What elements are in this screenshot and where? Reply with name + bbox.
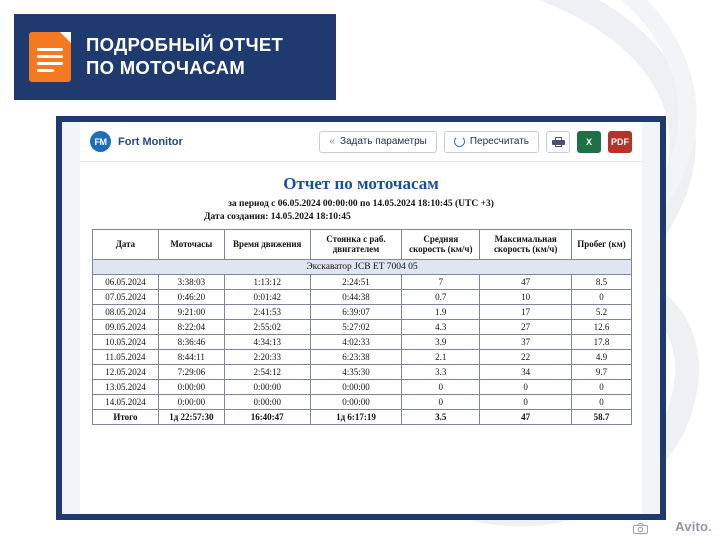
group-label: Экскаватор JCB ET 7004 05 <box>93 259 632 274</box>
cell-enghours: 9:21:00 <box>158 304 224 319</box>
cell-enghours: 7:29:06 <box>158 364 224 379</box>
column-header-mileage: Пробег (км) <box>572 229 632 259</box>
cell-movetime: 2:55:02 <box>224 319 310 334</box>
page-gutter-left <box>62 122 80 514</box>
set-parameters-button[interactable] <box>319 131 436 153</box>
total-maxspeed: 47 <box>480 409 572 424</box>
cell-idle: 0:00:00 <box>310 394 402 409</box>
cell-movetime: 1:13:12 <box>224 274 310 289</box>
total-label: Итого <box>93 409 159 424</box>
report-table <box>92 229 632 425</box>
table-row <box>93 319 632 334</box>
cell-avgspeed: 2.1 <box>402 349 480 364</box>
cell-enghours: 8:36:46 <box>158 334 224 349</box>
table-row <box>93 304 632 319</box>
recalculate-label: Пересчитать <box>469 136 529 147</box>
column-header-date: Дата <box>93 229 159 259</box>
table-row <box>93 379 632 394</box>
cell-idle: 6:39:07 <box>310 304 402 319</box>
cell-date: 13.05.2024 <box>93 379 159 394</box>
total-movetime: 16:40:47 <box>224 409 310 424</box>
cell-enghours: 3:38:03 <box>158 274 224 289</box>
total-enghours: 1д 22:57:30 <box>158 409 224 424</box>
cell-date: 10.05.2024 <box>93 334 159 349</box>
cell-enghours: 0:46:20 <box>158 289 224 304</box>
cell-idle: 6:23:38 <box>310 349 402 364</box>
excel-icon: X <box>585 136 592 147</box>
cell-idle: 4:02:33 <box>310 334 402 349</box>
cell-enghours: 8:44:11 <box>158 349 224 364</box>
screenshot-frame <box>56 116 666 520</box>
column-header-maxspeed: Максимальная скорость (км/ч) <box>480 229 572 259</box>
recalculate-button[interactable] <box>444 131 539 153</box>
table-row <box>93 349 632 364</box>
cell-movetime: 4:34:13 <box>224 334 310 349</box>
cell-enghours: 8:22:04 <box>158 319 224 334</box>
total-mileage: 58.7 <box>572 409 632 424</box>
banner-title-line1: ПОДРОБНЫЙ ОТЧЕТ <box>86 34 284 56</box>
cell-movetime: 0:01:42 <box>224 289 310 304</box>
brand[interactable] <box>90 131 183 152</box>
cell-avgspeed: 0 <box>402 379 480 394</box>
cell-date: 11.05.2024 <box>93 349 159 364</box>
cell-date: 12.05.2024 <box>93 364 159 379</box>
camera-icon <box>633 523 648 534</box>
column-header-enghours: Моточасы <box>158 229 224 259</box>
table-row <box>93 334 632 349</box>
total-avgspeed: 3.5 <box>402 409 480 424</box>
cell-avgspeed: 3.9 <box>402 334 480 349</box>
cell-movetime: 2:41:53 <box>224 304 310 319</box>
cell-movetime: 2:20:33 <box>224 349 310 364</box>
cell-idle: 2:24:51 <box>310 274 402 289</box>
cell-mileage: 9.7 <box>572 364 632 379</box>
cell-maxspeed: 0 <box>480 379 572 394</box>
banner-title <box>86 34 293 80</box>
column-header-movetime: Время движения <box>224 229 310 259</box>
table-row <box>93 394 632 409</box>
report-area <box>80 162 642 514</box>
cell-maxspeed: 22 <box>480 349 572 364</box>
report-title: Отчет по моточасам <box>283 174 439 193</box>
watermark <box>675 519 712 534</box>
app-page <box>62 122 660 514</box>
column-header-idle: Стоянка с раб. двигателем <box>310 229 402 259</box>
cell-mileage: 0 <box>572 379 632 394</box>
cell-maxspeed: 47 <box>480 274 572 289</box>
group-row <box>93 259 632 274</box>
cell-mileage: 17.8 <box>572 334 632 349</box>
banner-icon-wrap <box>14 32 86 82</box>
cell-movetime: 2:54:12 <box>224 364 310 379</box>
table-row <box>93 274 632 289</box>
cell-idle: 0:44:38 <box>310 289 402 304</box>
cell-enghours: 0:00:00 <box>158 379 224 394</box>
cell-date: 08.05.2024 <box>93 304 159 319</box>
cell-mileage: 0 <box>572 289 632 304</box>
report-created: Дата создания: 14.05.2024 18:10:45 <box>204 211 351 222</box>
cell-maxspeed: 17 <box>480 304 572 319</box>
cell-idle: 4:35:30 <box>310 364 402 379</box>
cell-idle: 5:27:02 <box>310 319 402 334</box>
cell-avgspeed: 0 <box>402 394 480 409</box>
table-header-row <box>93 229 632 259</box>
cell-date: 09.05.2024 <box>93 319 159 334</box>
banner-title-line2: ПО МОТОЧАСАМ <box>86 57 246 78</box>
table-total-row <box>93 409 632 424</box>
cell-movetime: 0:00:00 <box>224 394 310 409</box>
export-excel-button[interactable] <box>577 131 601 153</box>
chevron-left-icon: « <box>329 136 335 147</box>
cell-avgspeed: 1.9 <box>402 304 480 319</box>
app-toolbar <box>80 122 642 162</box>
print-button[interactable] <box>546 131 570 153</box>
cell-maxspeed: 10 <box>480 289 572 304</box>
page-gutter-right <box>642 122 660 514</box>
table-row <box>93 289 632 304</box>
cell-maxspeed: 27 <box>480 319 572 334</box>
watermark-dot: . <box>708 519 712 534</box>
cell-date: 06.05.2024 <box>93 274 159 289</box>
cell-enghours: 0:00:00 <box>158 394 224 409</box>
export-pdf-button[interactable] <box>608 131 632 153</box>
cell-avgspeed: 4.3 <box>402 319 480 334</box>
report-period: за период с 06.05.2024 00:00:00 по 14.05.2024 18:10:45 (UTC +3) <box>228 199 494 209</box>
document-icon <box>29 32 71 82</box>
cell-avgspeed: 3.3 <box>402 364 480 379</box>
cell-maxspeed: 37 <box>480 334 572 349</box>
app-window <box>62 122 660 514</box>
cell-mileage: 8.5 <box>572 274 632 289</box>
cell-date: 14.05.2024 <box>93 394 159 409</box>
cell-avgspeed: 7 <box>402 274 480 289</box>
cell-mileage: 5.2 <box>572 304 632 319</box>
cell-mileage: 12.6 <box>572 319 632 334</box>
brand-name: Fort Monitor <box>118 135 183 148</box>
cell-maxspeed: 0 <box>480 394 572 409</box>
cell-maxspeed: 34 <box>480 364 572 379</box>
printer-icon <box>552 137 565 147</box>
cell-date: 07.05.2024 <box>93 289 159 304</box>
cell-movetime: 0:00:00 <box>224 379 310 394</box>
header-banner <box>14 14 336 100</box>
refresh-icon <box>454 136 465 147</box>
cell-avgspeed: 0.7 <box>402 289 480 304</box>
set-parameters-label: Задать параметры <box>339 136 427 147</box>
pdf-icon: PDF <box>611 136 629 147</box>
column-header-avgspeed: Средняя скорость (км/ч) <box>402 229 480 259</box>
cell-mileage: 4.9 <box>572 349 632 364</box>
watermark-text: Avito <box>675 519 709 534</box>
cell-mileage: 0 <box>572 394 632 409</box>
cell-idle: 0:00:00 <box>310 379 402 394</box>
brand-logo-icon: FM <box>90 131 111 152</box>
table-row <box>93 364 632 379</box>
total-idle: 1д 6:17:19 <box>310 409 402 424</box>
